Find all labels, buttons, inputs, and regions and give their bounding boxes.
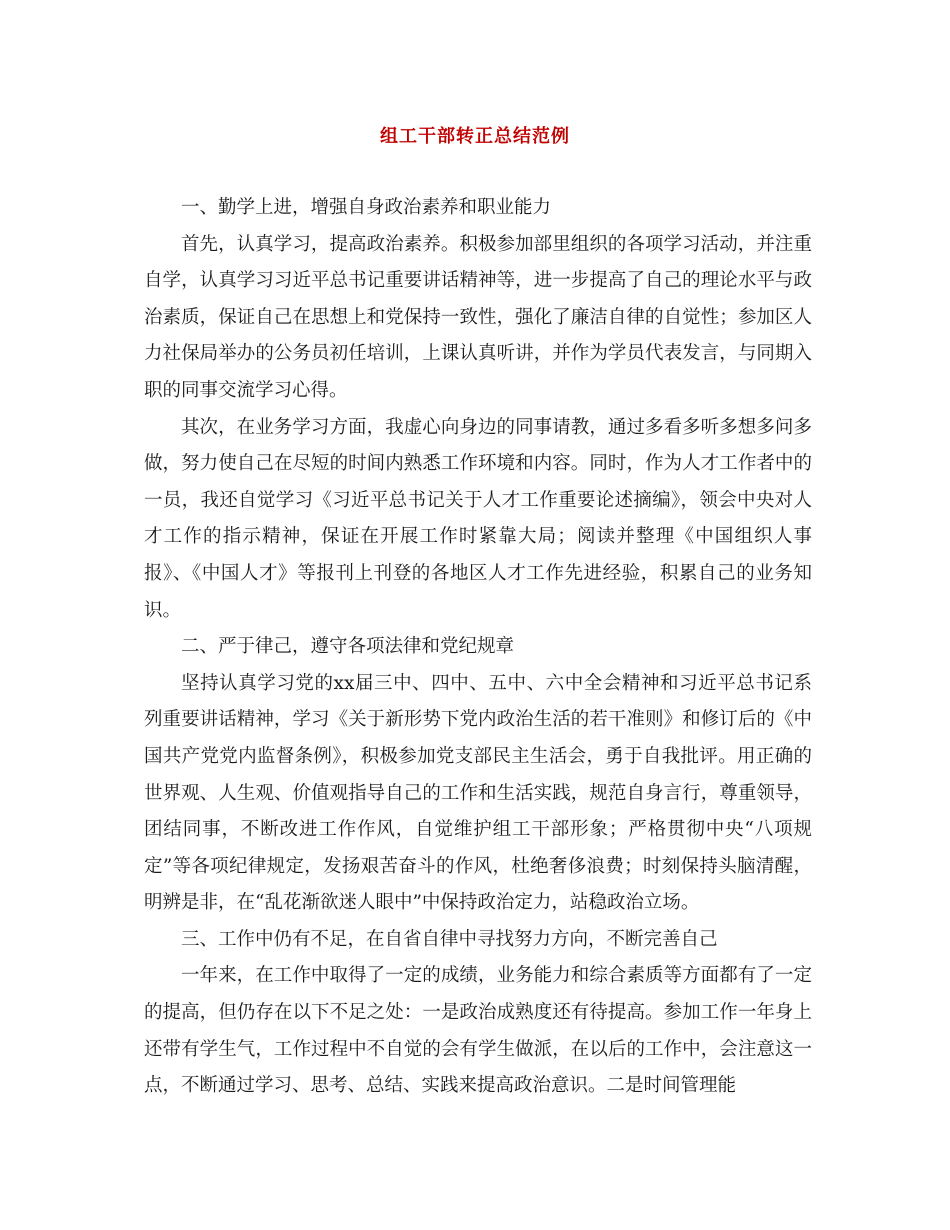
section-heading-2: 二、严于律己，遵守各项法律和党纪规章	[181, 636, 515, 658]
paragraph-2-1: 坚持认真学习党的xx届三中、四中、五中、六中全会精神和习近平总书记系列重要讲话精神，学习《关于新形势下党内政治生活的若干准则》和修订后的《中国共产党党内监督条例》，积极参加党支部民主生活会，勇于自我批评。用正确的世界观、人生观、价值观指导自己的工作和生活实践，规范自身言行，尊重领导，团结同事，不断改进工作作风，自觉维护组工干部形象；严格贯彻中央“八项规定”等各项纪律规定，发扬艰苦奋斗的作风，杜绝奢侈浪费；时刻保持头脑清醒，明辨是非，在“乱花渐欲迷人眼中”中保持政治定力，站稳政治立场。	[144, 672, 812, 914]
section-heading-3: 三、工作中仍有不足，在自省自律中寻找努力方向，不断完善自己	[181, 928, 718, 950]
section-heading-1: 一、勤学上进，增强自身政治素养和职业能力	[181, 197, 552, 218]
document-title: 组工干部转正总结范例	[380, 126, 570, 147]
paragraph-3-1: 一年来，在工作中取得了一定的成绩，业务能力和综合素质等方面都有了一定的提高，但仍存在以下不足之处：一是政治成熟度还有待提高。参加工作一年身上还带有学生气，工作过程中不自觉的会有学生做派，在以后的工作中，会注意这一点，不断通过学习、思考、总结、实践来提高政治意识。二是时间管理能	[144, 965, 812, 1097]
document-body	[144, 190, 812, 1105]
paragraph-1-2: 其次，在业务学习方面，我虚心向身边的同事请教，通过多看多听多想多问多做，努力使自己在尽短的时间内熟悉工作环境和内容。同时，作为人才工作者中的一员，我还自觉学习《习近平总书记关于人才工作重要论述摘编》，领会中央对人才工作的指示精神，保证在开展工作时紧靠大局；阅读并整理《中国组织人事报》、《中国人才》等报刊上刊登的各地区人才工作先进经验，积累自己的业务知识。	[144, 416, 812, 621]
paragraph-1-1: 首先，认真学习，提高政治素养。积极参加部里组织的各项学习活动，并注重自学，认真学习习近平总书记重要讲话精神等，进一步提高了自己的理论水平与政治素质，保证自己在思想上和党保持一致性，强化了廉洁自律的自觉性；参加区人力社保局举办的公务员初任培训，上课认真听讲，并作为学员代表发言，与同期入职的同事交流学习心得。	[144, 233, 812, 401]
